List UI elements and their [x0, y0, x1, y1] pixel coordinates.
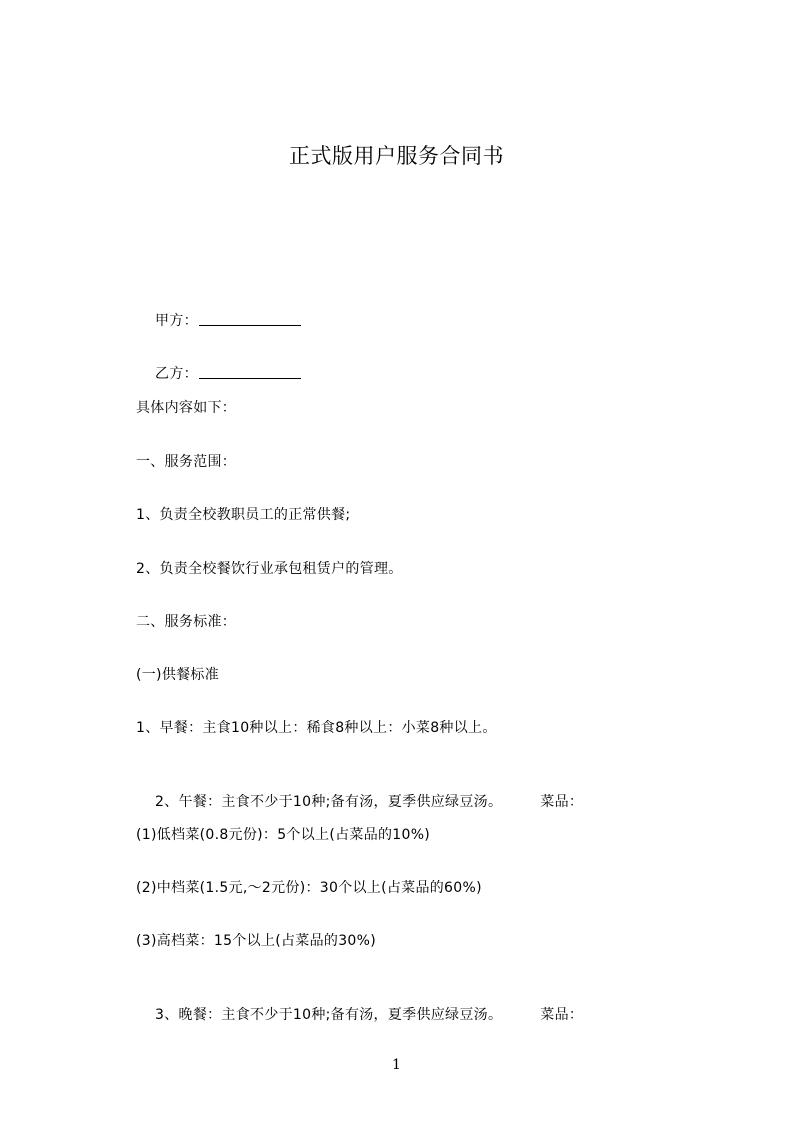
section1-item-2: 2、负责全校餐饮行业承包租赁户的管理。: [136, 561, 403, 577]
dinner-text: 3、晚餐：主食不少于10种;备有汤，夏季供应绿豆汤。: [155, 1007, 503, 1023]
party-a-line: [136, 291, 301, 351]
party-b-blank: [199, 364, 301, 379]
supply-standard-heading: (一)供餐标准: [136, 667, 220, 683]
lunch-dishes-label: 菜品：: [540, 794, 584, 810]
lunch-line: [136, 772, 583, 832]
document-title: 正式版用户服务合同书: [289, 144, 504, 168]
page-number: 1: [392, 1057, 401, 1073]
lunch-text: 2、午餐：主食不少于10种;备有汤，夏季供应绿豆汤。: [155, 794, 503, 810]
breakfast-line: 1、早餐：主食10种以上：稀食8种以上：小菜8种以上。: [136, 720, 497, 736]
section1-item-1: 1、负责全校教职员工的正常供餐;: [136, 507, 351, 523]
party-a-label: 甲方：: [155, 313, 198, 329]
section2-heading: 二、服务标准：: [136, 614, 237, 630]
section1-heading: 一、服务范围：: [136, 454, 237, 470]
dish-mid-line: (2)中档菜(1.5元,～2元份)：30个以上(占菜品的60%): [136, 880, 482, 896]
party-b-label: 乙方：: [155, 366, 198, 382]
dinner-dishes-label: 菜品：: [540, 1007, 584, 1023]
dinner-line: [136, 985, 583, 1045]
party-b-line: [136, 344, 301, 404]
dish-high-line: (3)高档菜：15个以上(占菜品的30%): [136, 933, 376, 949]
intro-text: 具体内容如下：: [136, 400, 237, 416]
party-a-blank: [199, 311, 301, 326]
dish-low-line: (1)低档菜(0.8元份)：5个以上(占菜品的10%): [136, 827, 431, 843]
